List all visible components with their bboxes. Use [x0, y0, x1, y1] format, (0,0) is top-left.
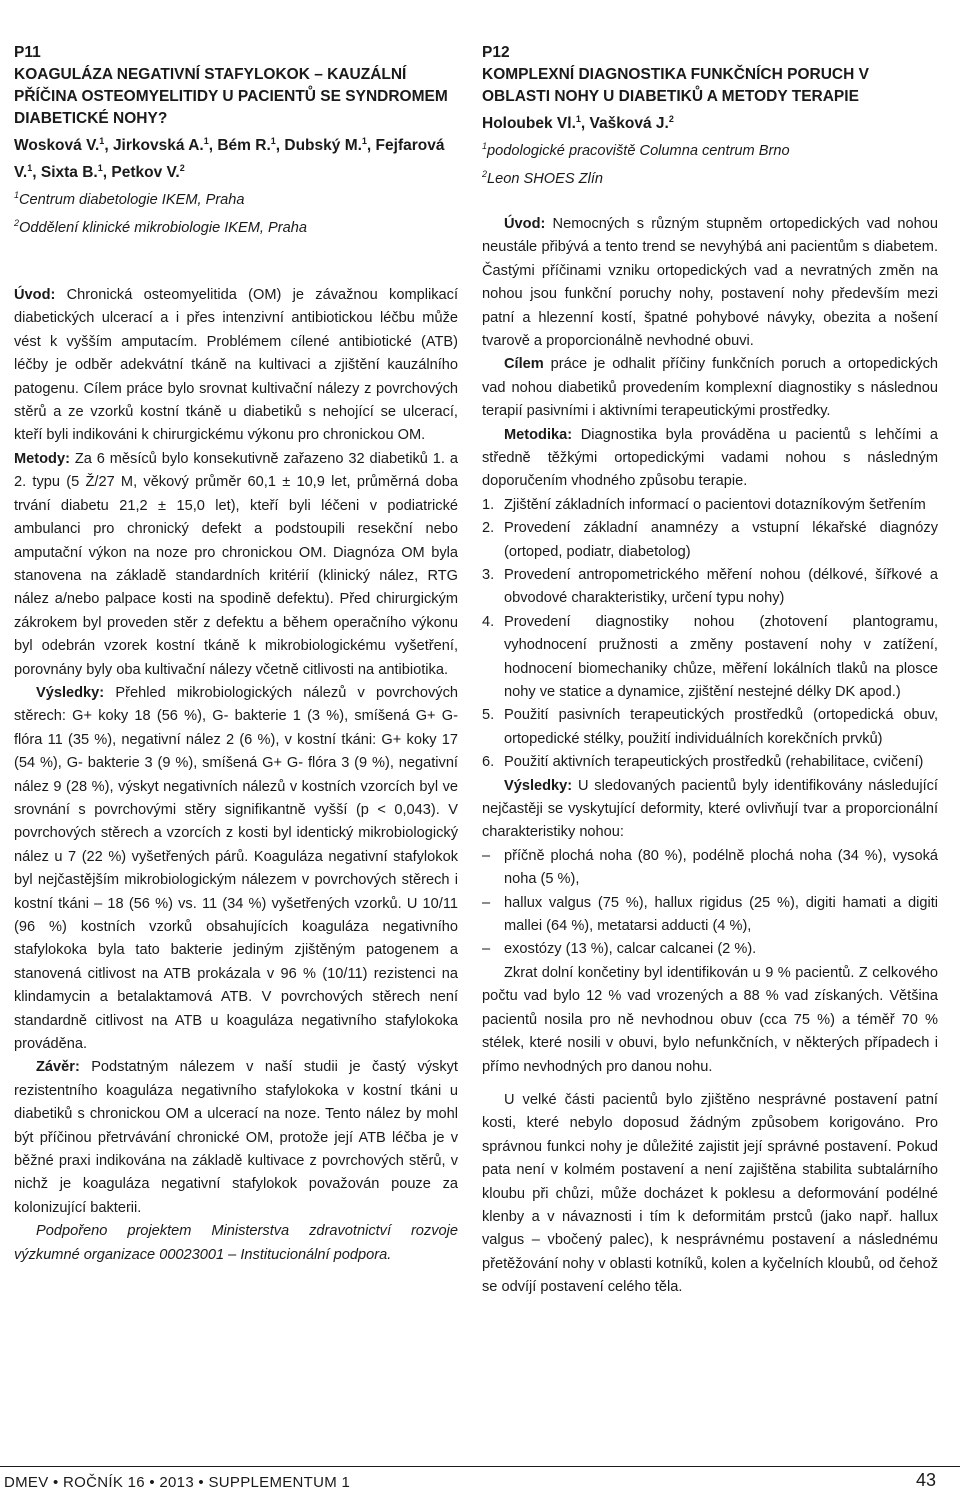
section-intro: Úvod: Chronická osteomyelitida (OM) je závažnou komplikací diabetických ulcerací a i přes intenzivní antibiotickou léčbu může vést k vyšším amputacím. Problémem cílené antibiotické (ATB) léčby je odběr adekvátní tkáně na kultivaci a zjištění kauzálního patogenu. Cílem práce bylo srovnat kultivační nálezy z povrchových stěrů a ze vzorků kostní tkáně u diabetiků s nehojící se ulcerací, kteří byli indikováni k chirurgickému výkonu pro chronickou OM.: [14, 287, 458, 444]
list-item: – hallux valgus (75 %), hallux rigidus (25 %), digiti hamati a digiti mallei (64 %), metatarsi adducti (4 %),: [482, 894, 938, 935]
author: Sixta B.$^1$,: [40, 163, 112, 182]
author: Bém R.$^1$,: [217, 136, 285, 155]
author: Holoubek Vl.$^1$,: [482, 114, 590, 133]
affiliation: $^1$Centrum diabetologie IKEM, Praha: [14, 190, 245, 209]
methodology-steps: [482, 494, 938, 775]
journal-footer: DMEV • ROČNÍK 16 • 2013 • SUPPLEMENTUM 1: [4, 1474, 351, 1491]
author: Dubský M.$^1$,: [284, 136, 376, 155]
section-conclusion: Závěr: Podstatným nálezem v naší studii je častý výskyt rezistentního koaguláza negativního stafylokoka v kostní tkáni u diabetiků s chronickou OM a ulcerací na noze. Tento nález by mohl být příčinou přetrvávání chronické OM, protože její ATB léčba je v běžné praxi indikována na základě kultivace z povrchových stěrů, v nichž je koaguláza negativní stafylokok považován pouze za kolonizující bakterii.: [14, 1059, 458, 1216]
list-item: – příčně plochá noha (80 %), podélně plochá noha (34 %), vysoká noha (5 %),: [482, 847, 938, 888]
section-results: Výsledky: U sledovaných pacientů byly identifikovány následující nejčastěji se vyskytující deformity, které ovlivňují tvar a proporcionální charakteristiky nohou:: [482, 777, 938, 841]
page-number: 43: [915, 1470, 936, 1490]
author: Petkov V.$^2$: [111, 163, 185, 182]
paragraph-short-limb: Zkrat dolní končetiny byl identifikován u 9 % pacientů. Z celkového počtu vad bylo 12 % vad vrozených a 88 % vad získaných. Většina pacientů nosila pro ně nevhodnou obuv (cca 75 %) a téměř 70 % stélek, které nosili v obuvi, bylo nefunkčních, v některých případech i přímo nevhodných pro danou nohu.: [482, 964, 938, 1075]
list-item: 6. Použití aktivních terapeutických prostředků (rehabilitace, cvičení): [482, 754, 924, 771]
abstract-id: P11: [14, 44, 41, 61]
author: Vašková J.$^2$: [589, 114, 674, 133]
author-list: [14, 130, 458, 184]
list-item: 3. Provedení antropometrického měření nohou (délkové, šířkové a obvodové charakteristiky, určení typu nohy): [482, 566, 938, 607]
section-results: Výsledky: Přehled mikrobiologických nálezů v povrchových stěrech: G+ koky 18 (56 %), G- bakterie 1 (3 %), smíšená G+ G- flóra 11 (35 %), negativní nález 2 (6 %), v kostní tkáni: G+ koky 17 (54 %), G- bakterie 3 (9 %), smíšená G+ G- flóra 3 (9 %), negativní nález 9 (28 %), výskyt negativních nálezů v kostních vzorcích byl ve srovnání s povrchovými stěry signifikantně vyšší (p < 0,043). V povrchových stěrech a vzorcích z kosti byl identický mikrobiologický nález u 7 (22 %) vyšetřených párů. Koaguláza negativní stafylokok byl nejčastějším mikrobiologickým nálezem v povrchových stěrech i kostní tkáni – 18 (56 %) vs. 11 (34 %) vyšetřených vzorků. U 10/11 (96 %) kostních vzorků obsahujících koaguláza negativního stafylokoka byla tato bakterie jediným zjištěným patogenem a stanovená citlivost na ATB prokázala v 96 % (10/11) rezistenci na klindamycin a betalaktamová ATB. V povrchových stěrech není standardně citlivost na ATB u koaguláza negativního stafylokoka prováděna.: [14, 684, 458, 1053]
affiliation: $^1$podologické pracoviště Columna centrum Brno: [482, 141, 790, 160]
author-list: [482, 108, 938, 135]
abstract-id: P12: [482, 44, 510, 61]
funding-note: Podpořeno projektem Ministerstva zdravotnictví rozvoje výzkumné organizace 00023001 – Institucionální podpora.: [14, 1223, 458, 1263]
abstract-title: KOMPLEXNÍ DIAGNOSTIKA FUNKČNÍCH PORUCH V OBLASTI NOHY U DIABETIKŮ A METODY TERAPIE: [482, 66, 869, 105]
list-item: – exostózy (13 %), calcar calcanei (2 %).: [482, 941, 757, 958]
findings-list: [482, 845, 938, 962]
author: Jirkovská A.$^1$,: [112, 136, 218, 155]
footer-divider: [0, 1466, 960, 1467]
author: Fejfarová V.$^1$,: [14, 137, 445, 182]
list-item: 5. Použití pasivních terapeutických prostředků (ortopedická obuv, ortopedické stélky, použití individuálních korekčních prvků): [482, 707, 938, 747]
section-intro: Úvod: Nemocných s různým stupněm ortopedických vad nohou neustále přibývá a tento trend se nevyhýbá ani pacientům s diabetem. Častými příčinami vzniku ortopedických vad a nevratných změn na nohou jsou funkční poruchy nohy, postavení nohy především mezi patní a hlezenní kostí, špatné pohybové návyky, obezita a nošení tvarově a proporcionálně nevhodné obuvi.: [482, 215, 938, 349]
abstract-p11: [14, 42, 458, 1267]
abstract-p12: [482, 42, 938, 1300]
list-item: 2. Provedení základní anamnézy a vstupní lékařské diagnózy (ortoped, podiatr, diabetolog): [482, 520, 938, 560]
paragraph-heel-position: U velké části pacientů bylo zjištěno nesprávné postavení patní kosti, které nebylo doposud žádným způsobem korigováno. Pro správnou funkci nohy je důležité zajistit její správné postavení. Pokud pata není v kolmém postavení a není zajištěna stabilita subtalárního kloubu při chůzi, může docházet k poklesu a deformování podélné klenby a v návaznosti i tím k deformitám prstců (jako např. hallux valgus – vbočený palec), k nesprávnému postavení a následnému přetěžování nohy v oblasti kotníků, kolen a kyčelních kloubů, od čehož se odvíjí postavení celého těla.: [482, 1091, 938, 1296]
author: Wosková V.$^1$,: [14, 136, 113, 155]
affiliation: $^2$Leon SHOES Zlín: [482, 169, 604, 187]
list-item: 1. Zjištění základních informací o pacientovi dotazníkovým šetřením: [482, 496, 926, 513]
affiliation: $^2$Oddělení klinické mikrobiologie IKEM, Praha: [14, 218, 307, 237]
section-methodology: Metodika: Diagnostika byla prováděna u pacientů s lehčími a středně těžkými ortopedickými vadami nohou s následným doporučením vhodného způsobu terapie.: [482, 426, 938, 490]
abstract-title: KOAGULÁZA NEGATIVNÍ STAFYLOKOK – KAUZÁLNÍ PŘÍČINA OSTEOMYELITIDY U PACIENTŮ SE SYNDROMEM DIABETICKÉ NOHY?: [14, 66, 448, 127]
section-methods: Metody: Za 6 měsíců bylo konsekutivně zařazeno 32 diabetiků 1. a 2. typu (5 Ž/27 M, věkový průměr 60,1 ± 10,9 let, průměrná doba trvání diabetu 21,2 ± 15,0 let), kteří byli léčeni v podiatrické ambulanci pro chronický defekt a podstoupili resekční nebo amputační výkon na noze pro chronickou OM. Diagnóza OM byla stanovena na základě standardních kritérií (klinický nález, RTG nález a/nebo palpace kosti na spodině defektu). Před chirurgickým zákrokem byl proveden stěr z defektu a během operačního výkonu byl odebrán vzorek kostní tkáně k mikrobiologickému vyšetření, porovnány byly oba kultivační nálezy včetně citlivosti na antibiotika.: [14, 450, 458, 678]
section-aim: Cílem práce je odhalit příčiny funkčních poruch a ortopedických vad nohou diabetiků provedením komplexní diagnostiky s následnou terapií pasivními i aktivními terapeutickými prostředky.: [482, 356, 938, 420]
list-item: 4. Provedení diagnostiky nohou (zhotovení plantogramu, vyhodnocení pružnosti a změny postavení nohy v zatížení, hodnocení biomechaniky chůze, měření lokálních tlaků na plosce nohy ve statice a dynamice, zjištění nestejné délky DK apod.): [482, 613, 938, 700]
